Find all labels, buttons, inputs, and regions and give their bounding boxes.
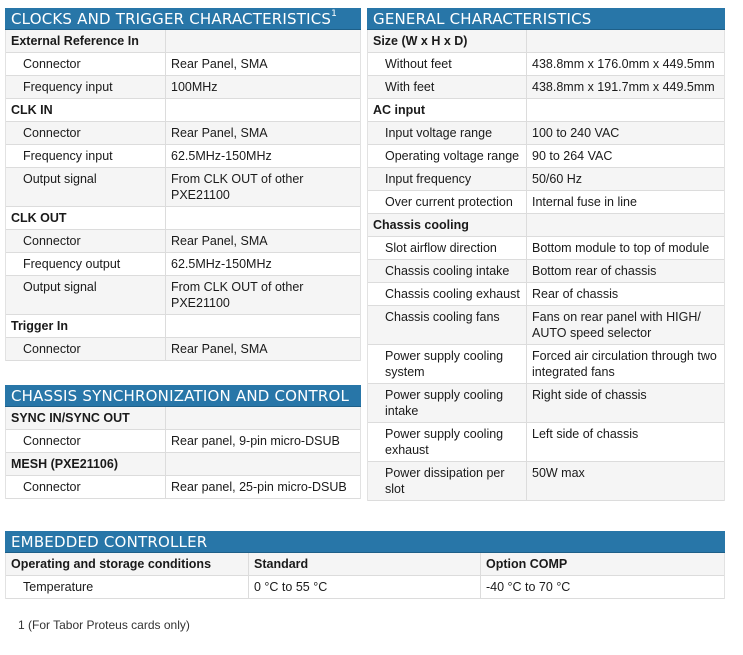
row-value: 100 to 240 VAC: [532, 126, 620, 140]
table-row: [368, 384, 724, 423]
row-label: Without feet: [368, 53, 527, 75]
row-label: Chassis cooling: [368, 214, 527, 236]
row-label: Chassis cooling fans: [368, 306, 527, 344]
row-label: Connector: [6, 430, 166, 452]
chassis-sync-section: [5, 385, 361, 499]
row-value: Rear panel, 9-pin micro-DSUB: [171, 434, 340, 448]
general-characteristics-section: [367, 8, 725, 501]
row-value: Rear panel, 25-pin micro-DSUB: [171, 480, 347, 494]
row-label: External Reference In: [6, 30, 166, 52]
row-value: Rear of chassis: [532, 287, 619, 301]
row-value: Rear Panel, SMA: [171, 234, 268, 248]
row-label: Slot airflow direction: [368, 237, 527, 259]
row-value: [166, 99, 360, 121]
clocks-trigger-table: [5, 30, 361, 361]
row-label: Frequency input: [6, 76, 166, 98]
table-group-header: [6, 30, 360, 53]
row-value: [166, 30, 360, 52]
table-row: [368, 423, 724, 462]
table-group-header: [368, 99, 724, 122]
row-label: Trigger In: [6, 315, 166, 337]
table-row: [368, 462, 724, 501]
table-row: [6, 276, 360, 315]
table-row: [368, 168, 724, 191]
row-value: From CLK OUT of other PXE21100: [171, 280, 304, 310]
row-label: Input frequency: [368, 168, 527, 190]
row-label: Connector: [6, 476, 166, 498]
table-group-header: [6, 99, 360, 122]
row-value: Rear Panel, SMA: [171, 342, 268, 356]
row-value: [166, 315, 360, 337]
row-label: Output signal: [6, 168, 166, 206]
row-value: Forced air circulation through two integrated fans: [532, 349, 717, 379]
chassis-sync-table: [5, 407, 361, 499]
embedded-controller-table: [5, 553, 725, 599]
row-label: Power supply cooling system: [368, 345, 527, 383]
table-row: [6, 53, 360, 76]
row-value: Rear Panel, SMA: [171, 126, 268, 140]
row-value: [166, 207, 360, 229]
column-header: Standard: [249, 553, 481, 575]
row-value: Bottom rear of chassis: [532, 264, 657, 278]
row-label: Power supply cooling intake: [368, 384, 527, 422]
table-row: [6, 338, 360, 361]
option-comp-value: -40 °C to 70 °C: [486, 580, 571, 594]
row-value: Rear Panel, SMA: [171, 57, 268, 71]
table-group-header: [368, 30, 724, 53]
table-row: [368, 76, 724, 99]
table-row: [6, 253, 360, 276]
row-value: 50/60 Hz: [532, 172, 583, 186]
table-row: [368, 283, 724, 306]
row-label: Connector: [6, 122, 166, 144]
row-value: 62.5MHz-150MHz: [171, 149, 272, 163]
standard-value: 0 °C to 55 °C: [249, 576, 481, 598]
row-label: MESH (PXE21106): [6, 453, 166, 475]
row-value: Fans on rear panel with HIGH/ AUTO speed selector: [532, 310, 701, 340]
row-label: Frequency input: [6, 145, 166, 167]
table-row: [6, 145, 360, 168]
table-row: [368, 122, 724, 145]
row-value: [166, 407, 360, 429]
row-value: [527, 214, 724, 236]
row-label: Power dissipation per slot: [368, 462, 527, 500]
section-title: EMBEDDED CONTROLLER: [5, 531, 725, 553]
row-label: CLK IN: [6, 99, 166, 121]
table-group-header: [6, 407, 360, 430]
table-row: [368, 306, 724, 345]
table-group-header: [6, 453, 360, 476]
table-group-header: [368, 214, 724, 237]
embedded-controller-section: [5, 531, 725, 599]
row-value: 62.5MHz-150MHz: [171, 257, 272, 271]
table-row: [6, 430, 360, 453]
row-label: Frequency output: [6, 253, 166, 275]
table-row: [368, 191, 724, 214]
column-header: Operating and storage conditions: [6, 553, 249, 575]
table-row: [6, 122, 360, 145]
table-group-header: [6, 207, 360, 230]
table-row: [368, 53, 724, 76]
row-label: With feet: [368, 76, 527, 98]
row-label: Input voltage range: [368, 122, 527, 144]
table-row: [368, 345, 724, 384]
section-title: CLOCKS AND TRIGGER CHARACTERISTICS$^1$: [5, 8, 361, 30]
row-value: 90 to 264 VAC: [532, 149, 613, 163]
table-row: [368, 145, 724, 168]
row-label: Connector: [6, 53, 166, 75]
general-characteristics-table: [367, 30, 725, 501]
row-value: [527, 30, 724, 52]
row-label: SYNC IN/SYNC OUT: [6, 407, 166, 429]
row-label: Chassis cooling exhaust: [368, 283, 527, 305]
row-label: Operating voltage range: [368, 145, 527, 167]
row-value: 100MHz: [171, 80, 218, 94]
table-row: [6, 168, 360, 207]
clocks-trigger-section: [5, 8, 361, 361]
row-value: 50W max: [532, 466, 585, 480]
column-header: Option COMP: [486, 557, 568, 571]
section-title: CHASSIS SYNCHRONIZATION AND CONTROL: [5, 385, 361, 407]
row-value: [527, 99, 724, 121]
row-value: 438.8mm x 176.0mm x 449.5mm: [532, 57, 715, 71]
row-label: Size (W x H x D): [368, 30, 527, 52]
row-label: Output signal: [6, 276, 166, 314]
row-label: AC input: [368, 99, 527, 121]
table-row: [368, 237, 724, 260]
table-row: [6, 230, 360, 253]
table-group-header: [6, 315, 360, 338]
footnote: 1 (For Tabor Proteus cards only): [18, 618, 190, 632]
table-row: [6, 576, 724, 599]
table-row: [368, 260, 724, 283]
row-value: Left side of chassis: [532, 427, 639, 441]
row-label: Power supply cooling exhaust: [368, 423, 527, 461]
row-value: Right side of chassis: [532, 388, 647, 402]
row-label: CLK OUT: [6, 207, 166, 229]
row-value: From CLK OUT of other PXE21100: [171, 172, 304, 202]
row-value: Internal fuse in line: [532, 195, 637, 209]
table-row: [6, 476, 360, 499]
row-value: Bottom module to top of module: [532, 241, 710, 255]
row-label: Over current protection: [368, 191, 527, 213]
row-label: Temperature: [6, 576, 249, 598]
row-label: Connector: [6, 230, 166, 252]
table-header-row: [6, 553, 724, 576]
row-value: [166, 453, 360, 475]
row-label: Connector: [6, 338, 166, 360]
row-value: 438.8mm x 191.7mm x 449.5mm: [532, 80, 715, 94]
table-row: [6, 76, 360, 99]
section-title: GENERAL CHARACTERISTICS: [367, 8, 725, 30]
row-label: Chassis cooling intake: [368, 260, 527, 282]
